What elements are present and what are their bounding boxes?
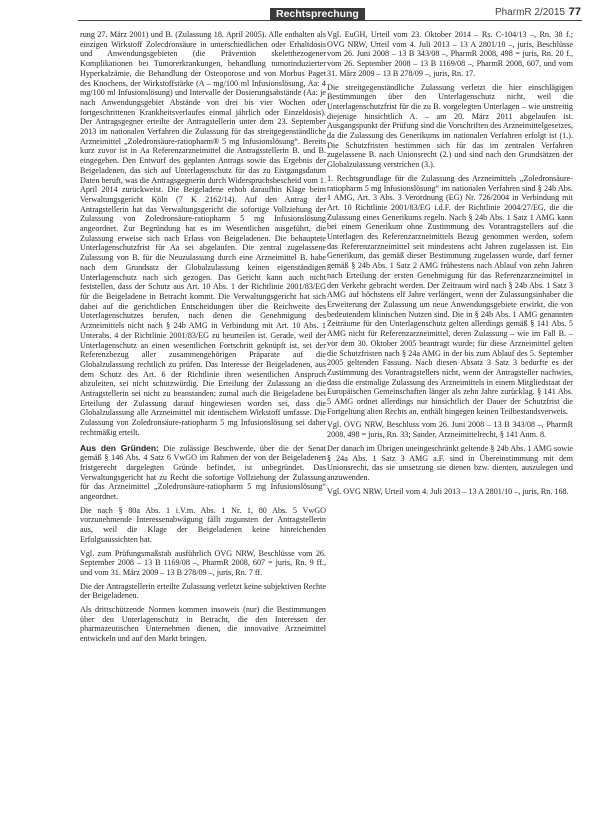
paragraph: 1. Rechtsgrundlage für die Zulassung des Arzneimittels „Zoledronsäure-ratiopharm 5 mg Infusionslösung“ im nationalen Verfahren sind § 24b Abs. 1 AMG, Art. 3 Abs. 3 Verordnung (EG) Nr. 726/2004 in Verbindung mit Art. 10 Richtlinie 2001/83/EG i.d.F. der Richtlinie 2004/27/EG, die die Zulassung eines Generikums regeln. Nach § 24b Abs. 1 Satz 1 AMG kann bei einem Generikum ohne Zustimmung des Vorantragstellers auf die Unterlagen des Referenzarzneimittels Bezug genommen werden, sofern das Referenzarzneimittel seit mindestens acht Jahren zugelassen ist. Ein Generikum, das gemäß dieser Bestimmung zugelassen wurde, darf ferner gemäß § 24b Abs. 1 Satz 2 AMG frühestens nach Ablauf von zehn Jahren nach Erteilung der ersten Genehmigung für das Referenzarzneimittel in den Verkehr gebracht werden. Der Zeitraum wird nach § 24b Abs. 1 Satz 3 AMG auf höchstens elf Jahre verlängert, wenn der Zulassungsinhaber die Erweiterung der Zulassung um neue Anwendungsgebiete erwirkt, die von bedeutendem klinischen Nutzen sind. Die in § 24b Abs. 1 AMG genannten Zeiträume für den Unterlagenschutz gelten allerdings gemäß § 141 Abs. 5 AMG nicht für Referenzarzneimittel, deren Zulassung – wie im Fall B. – vor dem 30. Oktober 2005 beantragt wurde; für diese Arzneimittel gelten die Schutzfristen nach § 24a AMG in der bis zum Ablauf des 5. September 2005 geltenden Fassung. Nach diesen Absatz 3 Satz 3 bedurfte es der Zustimmung des Vorantragstellers nicht, wenn der Antragsteller nachwies, dass die erstmalige Zulassung des Arzneimittels in einem Mitgliedstaat der Europäischen Gemeinschaften länger als zehn Jahre zurücklag. § 141 Abs. 5 AMG ordnet allerdings nur hinsichtlich der Dauer der Schutzfrist die Fortgeltung alten Rechts an, enthält hingegen keinen Teilbestandsverweis. bbox=[327, 173, 573, 416]
right-column bbox=[327, 30, 573, 820]
paragraph: Die streitgegenständliche Zulassung verletzt die hier einschlägigen Bestimmungen über den Unterlagenschutz nicht, weil die Unterlagenschutzfrist für die zu B. vorgelegten Unterlagen – wie unstreitig diejenige hinsichtlich A. – am 20. März 2011 abgelaufen ist. Ausgangspunkt der Prüfung sind die Vorschriften des Arzneimittelgesetzes, da die Zulassung des Generikums im nationalen Verfahren erfolgt ist (1.). Die Schutzfristen bestimmen sich für das im zentralen Verfahren zugelassene B. nach Unionsrecht (2.) und sind nach den Grundsätzen der Globalzulassung verstrichen (3.). bbox=[327, 82, 573, 170]
citation: Vgl. zum Prüfungsmaßstab ausführlich OVG NRW, Beschlüsse vom 26. September 2008 – 13 B 1169/08 –, PharmR 2008, 607 = juris, Rn. 9 ff., und vom 31. März 2009 – 13 B 278/09 –, juris, Rn. 7 ff. bbox=[80, 548, 326, 577]
paragraph-text: Die zulässige Beschwerde, über die der Senat gemäß § 146 Abs. 4 Satz 6 VwGO im Rahmen der von der Beigeladenen fristgerecht dargelegten Gründe befindet, ist unbegründet. Das Verwaltungsgericht hat zu Recht die sofortige Vollziehung der Zulassung für das Arzneimittel „Zoledronsäure-ratiopharm 5 mg Infusionslösung“ angeordnet. bbox=[80, 443, 326, 502]
paragraph: Als drittschützende Normen kommen insoweis (nur) die Bestimmungen über den Unterlagenschutz in Betracht, die den Interessen der pharmazeutischen Unternehmen dienen, die innovative Arzneimittel entwickeln und auf den Markt bringen. bbox=[80, 605, 326, 644]
citation: Vgl. OVG NRW, Beschluss vom 26. Juni 2008 – 13 B 343/08 –, PharmR 2008, 498 = juris, Rn. 33; Sander, Arzneimittelrecht, § 141 Anm. 8. bbox=[327, 420, 573, 440]
left-column bbox=[80, 30, 326, 820]
page-header bbox=[0, 0, 601, 26]
citation: Vgl. OVG NRW, Urteil vom 4. Juli 2013 – 13 A 2801/10 –, juris, Rn. 168. bbox=[327, 486, 569, 496]
reasons-paragraph bbox=[80, 444, 326, 502]
page-number: 77 bbox=[568, 6, 581, 18]
paragraph: Der danach im Übrigen uneingeschränkt geltende § 24b Abs. 1 AMG sowie § 24a Abs. 1 Satz 3 AMG a.F. sind in Übereinstimmung mit dem Unionsrecht, das sie umsetzung sie dienen bzw. dienten, auszulegen und anzuwenden. bbox=[327, 443, 573, 482]
journal-reference: PharmR 2/2015 bbox=[494, 7, 565, 18]
section-heading: Aus den Gründen: bbox=[80, 442, 159, 453]
paragraph: Die nach § 80a Abs. 1 i.V.m. Abs. 1 Nr. 1, 80 Abs. 5 VwGO vorzunehmende Interessenabwägung fällt zugunsten der Antragstellerin aus, weil die Klage der Beigeladenen keine hinreichenden Erfolgsaussichten hat. bbox=[80, 505, 326, 544]
citation: Vgl. EuGH, Urteil vom 23. Oktober 2014 – Rs. C-104/13 –, Rn. 38 f.; OVG NRW, Urteil vom 4. Juli 2013 – 13 A 2801/10 –, juris, Beschlüsse vom 26. Juni 2008 – 13 B 343/08 –, PharmR 2008, 498 = juris, Rn. 20 f., vom 26. September 2008 – 13 B 1169/08 –, PharmR 2008, 607, und vom 31. März 2009 – 13 B 278/09 –, juris, Rn. 17. bbox=[327, 30, 573, 78]
paragraph: Die der Antragstellerin erteilte Zulassung verletzt keine subjektiven Rechte der Beigeladenen. bbox=[80, 581, 326, 601]
paragraph: rung 27. März 2001) und B. (Zulassung 18. April 2005). Alle enthalten als einzigen Wirkstoff Zolecdronsäure in unterschiedlichen oder Erhaltdosis und Anwendungsgebieten (die Prävention skeletthezogener Komplikationen bei Tumorerkrankungen, behandlung tumorinduzierter Hyperkalzämie, die Behandlung der Osteoporose und von Morbus Paget des Knochens, der Wirkstoffstärke (A – mg/100 ml Infusionslösung, Aa: 4 mg/100 ml Infusionslösung) und Intervalle der Dosierungsabstände (Aa: je nach Anwendungsgebiet Abstände von drei bis vier Wochen oder fortgeschrittenen Krankheitsverlaufes einmal jährlich oder Einzeldosis). Der Antragsgegner erteilte der Antragstellerin unter dem 23. September 2013 im nationalen Verfahren die Zulassung für das streitgegenständliche Arzneimittel „Zoledronsäure-ratiopharm® 5 mg Infusionslösung“. Bereits kurz zuvor ist in Aa Referenzarzneimittel die Antragsstellerin B. und B. eingegeben. Den Entwurf des geplanten Antrags sowie das Ergebnis der Beigeladenen, das sich auf Unterlagenschutz für das zu Eistgangsdatum Daten beruft, was die Antragsgegnerin durch Widerspruchsbescheid vom 1. April 2014 zurückweist. Die Beigeladene erhob daraufhin Klage beim Verwaltungsgericht Köln (7 K 2162/14). Auf den Antrag der Antragstellerin hat das Verwaltungsgericht die sofortige Vollziehung der Zulassung von Zoledronsäure-ratiopharm 5 mg Infusionslösung angeordnet. Zur Begründung hat es im Wesentlichen ausgeführt, die Zulassung erweise sich nach Erlass von Beigeladenen. Die behauptete Unterlagenschutzfrist für Aa sei abgelaufen. Die zentral zugelassene Zulassung von B. für die Neuzulassung durch eine Arzneimittel B. habe nach dem Grundsatz der Globalzulassung keinen eigenständigen Unterlagenschutz nach sich gezogen. Das Gericht kann auch nicht feststellen, dass der Schutz aus Art. 10 Abs. 1 der Richtlinie 2001/83/EG für die Beigeladene in Betracht kommt. Die Verwaltungsgericht hat sich dabei auf die gerichtlichen Entscheidungen über die Reichweite des Unterlagenschutzes berufen, nach denen die Genehmigung des Arzneimittels nicht nach § 24b AMG in Verbindung mit Art. 10 Abs. 1 Unterabs. 4 der Richtlinie 2001/83/EG zu beurteilen ist. Gerade, weil der Unterlagenschutz an einen wesentlichen Fortschritt geknüpft ist, sei der Referenzbezug aller zusammengehörigen Präparate auf die Globalzulassung rechtlich zu prüfen. Das Interesse der Beigeladenen, aus dem Schutz des Art. 6 der Richtlinie ihren wesentlichen Anspruch abzuleiten, sei nicht schutzwürdig. Die Erteilung der Zulassung an die Antragstellerin sei nicht zu beanstanden; zumal auch die Beigeladene bei Erteilung der Zulassung darauf hingewiesen worden sei, dass die Globalzulassung alle Arzneimittel mit identischem Wirkstoff umfasse. Die Zulassung von Zoledronsäure-ratiopharm 5 mg Infusionslösung sei daher rechtmäßig erteilt. bbox=[80, 30, 326, 437]
section-title: Rechtsprechung bbox=[270, 8, 365, 21]
